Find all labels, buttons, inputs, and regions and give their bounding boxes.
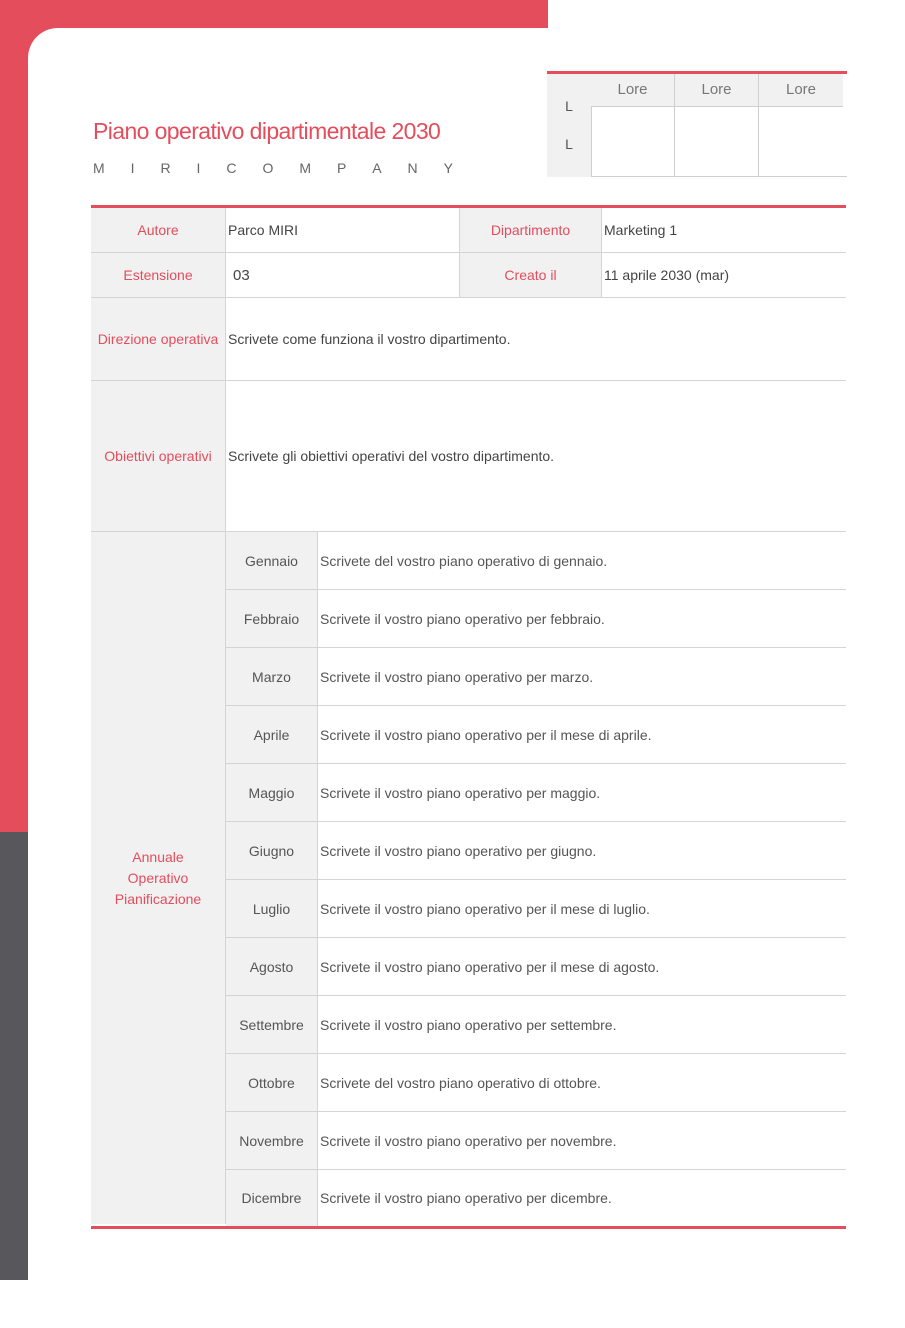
department-value: Marketing 1 [604, 222, 678, 238]
month-plan-text: Scrivete il vostro piano operativo per il mese di luglio. [320, 900, 650, 917]
month-row [226, 938, 846, 996]
approval-row-label: L [565, 98, 573, 114]
month-name: Marzo [226, 648, 318, 705]
approval-box [547, 71, 847, 177]
annual-plan-label [91, 532, 226, 1224]
month-row [226, 1112, 846, 1170]
month-row [226, 590, 846, 648]
month-row [226, 1170, 846, 1226]
annual-plan-section [91, 532, 846, 1229]
plan-table [91, 205, 846, 1229]
objectives-label: Obiettivi operativi [91, 381, 226, 531]
company-letter: Y [443, 160, 453, 176]
month-name: Aprile [226, 706, 318, 763]
company-letter: M [299, 160, 311, 176]
annual-label-line: Annuale [132, 848, 184, 865]
month-plan-text: Scrivete del vostro piano operativo di gennaio. [320, 552, 608, 569]
extension-label: Estensione [91, 253, 226, 297]
author-value: Parco MIRI [226, 208, 460, 252]
table-row [91, 208, 846, 253]
company-letter: I [130, 160, 135, 176]
month-name: Agosto [226, 938, 318, 995]
month-row [226, 822, 846, 880]
approval-column-header: Lore [591, 74, 674, 107]
department-label: Dipartimento [460, 208, 602, 252]
approval-column [759, 74, 843, 177]
month-plan-text: Scrivete il vostro piano operativo per maggio. [320, 784, 601, 801]
company-letter: R [160, 160, 171, 176]
page-title: Piano operativo dipartimentale 2030 [93, 118, 441, 144]
month-row [226, 706, 846, 764]
extension-value: 03 [226, 253, 460, 297]
month-row [226, 996, 846, 1054]
company-name [93, 160, 453, 176]
month-name: Settembre [226, 996, 318, 1053]
author-label: Autore [91, 208, 226, 252]
approval-column [591, 74, 675, 177]
approval-row-label: L [565, 136, 573, 152]
approval-column [675, 74, 759, 177]
month-row [226, 764, 846, 822]
month-plan-text: Scrivete il vostro piano operativo per settembre. [320, 1016, 617, 1033]
company-letter: M [93, 160, 105, 176]
month-row [226, 648, 846, 706]
direction-label: Direzione operativa [91, 298, 226, 380]
table-row [91, 253, 846, 298]
annual-label-line: Operativo [127, 869, 189, 886]
month-plan-text: Scrivete il vostro piano operativo per giugno. [320, 842, 597, 859]
month-plan-text: Scrivete del vostro piano operativo di ottobre. [320, 1074, 601, 1091]
approval-row-labels [547, 74, 592, 177]
table-row [91, 298, 846, 381]
company-letter: C [226, 160, 237, 176]
months-list [226, 532, 846, 1226]
company-letter: I [196, 160, 201, 176]
month-plan-text: Scrivete il vostro piano operativo per il mese di agosto. [320, 958, 660, 975]
month-name: Ottobre [226, 1054, 318, 1111]
company-letter: O [262, 160, 274, 176]
month-name: Dicembre [226, 1170, 318, 1226]
month-name: Luglio [226, 880, 318, 937]
month-plan-text: Scrivete il vostro piano operativo per dicembre. [320, 1190, 612, 1206]
approval-column-header: Lore [759, 74, 843, 107]
month-name: Febbraio [226, 590, 318, 647]
month-row [226, 1054, 846, 1112]
company-letter: P [336, 160, 347, 176]
month-plan-text: Scrivete il vostro piano operativo per marzo. [320, 668, 594, 685]
month-name: Maggio [226, 764, 318, 821]
month-row [226, 532, 846, 590]
objectives-value: Scrivete gli obiettivi operativi del vostro dipartimento. [228, 448, 555, 464]
table-row [91, 381, 846, 532]
month-name: Giugno [226, 822, 318, 879]
month-name: Gennaio [226, 532, 318, 589]
company-letter: N [407, 160, 418, 176]
month-name: Novembre [226, 1112, 318, 1169]
company-letter: A [372, 160, 382, 176]
annual-label-line: Pianificazione [114, 890, 202, 907]
month-row [226, 880, 846, 938]
month-plan-text: Scrivete il vostro piano operativo per febbraio. [320, 610, 605, 627]
direction-value: Scrivete come funziona il vostro dipartimento. [228, 331, 511, 347]
created-value: 11 aprile 2030 (mar) [604, 267, 730, 283]
month-plan-text: Scrivete il vostro piano operativo per il mese di aprile. [320, 726, 652, 743]
approval-column-header: Lore [675, 74, 758, 107]
created-label: Creato il [460, 253, 602, 297]
month-plan-text: Scrivete il vostro piano operativo per novembre. [320, 1132, 617, 1149]
